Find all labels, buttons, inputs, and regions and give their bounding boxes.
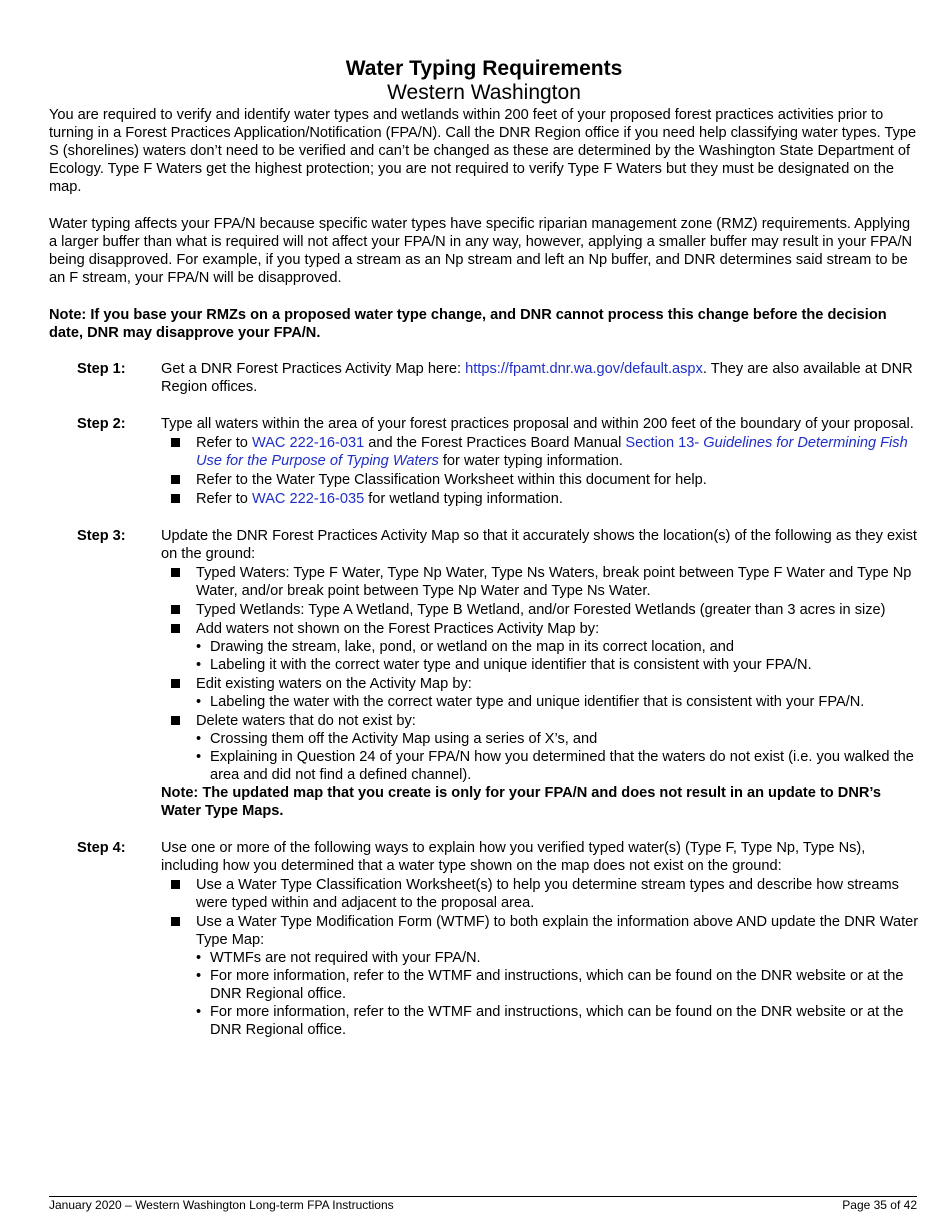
dot-bullet-icon [196, 1003, 210, 1039]
step-4-body [161, 839, 919, 1039]
footer-document-title: January 2020 – Western Washington Long-term FPA Instructions [49, 1198, 394, 1212]
bullet-text: Add waters not shown on the Forest Practices Activity Map by: [196, 621, 600, 637]
bullet-text: Typed Wetlands: Type A Wetland, Type B Wetland, and/or Forested Wetlands (greater than 3 acres in size) [196, 602, 886, 618]
sub-bullet-text: Labeling it with the correct water type and unique identifier that is consistent with your FPA/N. [210, 657, 812, 673]
bullet-text: Delete waters that do not exist by: [196, 713, 416, 729]
step-3-delete-subitems [161, 730, 919, 784]
bullet-text: and the Forest Practices Board Manual [364, 435, 626, 451]
link-text-italic: Guidelines for Determining Fish Use for the Purpose of Typing Waters [196, 435, 908, 469]
step-3-edit-subitems [161, 693, 919, 711]
footer-page-number: Page 35 of 42 [842, 1198, 917, 1212]
bullet-text: Refer to the Water Type Classification Worksheet within this document for help. [196, 472, 707, 488]
dot-bullet-icon [196, 967, 210, 1003]
step-4-wtmf-subitems [161, 949, 919, 1039]
dot-bullet-icon [196, 949, 210, 967]
step-2-bullets [161, 434, 919, 508]
dot-bullet-icon [196, 748, 210, 784]
list-item [161, 490, 919, 508]
list-item [161, 876, 919, 912]
page-footer [49, 1196, 917, 1212]
list-item [161, 675, 919, 693]
link-text: Section 13- [625, 435, 704, 451]
list-item [196, 638, 919, 656]
bullet-text: Refer to [196, 435, 252, 451]
dot-bullet-icon [196, 693, 210, 711]
list-item [196, 693, 919, 711]
list-item [161, 471, 919, 489]
sub-bullet-text: Crossing them off the Activity Map using a series of X’s, and [210, 731, 598, 747]
list-item [161, 620, 919, 638]
step-3-bullets-delete [161, 712, 919, 730]
step-2-label: Step 2: [77, 416, 126, 432]
step-1-label: Step 1: [77, 361, 126, 377]
step-3-bullets-edit [161, 675, 919, 693]
intro-note: Note: If you base your RMZs on a proposed water type change, and DNR cannot process this change before the decision date, DNR may disapprove your FPA/N. [49, 307, 887, 341]
dot-bullet-icon [196, 638, 210, 656]
step-1-text-a: Get a DNR Forest Practices Activity Map here: [161, 361, 466, 377]
step-2-body [161, 415, 919, 508]
sub-bullet-text: Labeling the water with the correct water type and unique identifier that is consistent with your FPA/N. [210, 694, 865, 710]
step-1-text-b: . They are also available at DNR Region offices. [161, 361, 913, 395]
list-item [196, 748, 919, 784]
activity-map-link[interactable]: https://fpamt.dnr.wa.gov/default.aspx [465, 361, 703, 377]
step-3-bullets [161, 564, 919, 638]
step-3-add-subitems [161, 638, 919, 674]
bullet-text: Use a Water Type Modification Form (WTMF) to both explain the information above AND update the DNR Water Type Map: [196, 914, 919, 948]
step-4-bullets [161, 876, 919, 949]
bullet-text: for wetland typing information. [364, 491, 563, 507]
step-4-text: Use one or more of the following ways to explain how you verified typed water(s) (Type F, Type Np, Type Ns), including how you determined that a water type shown on the map does not exist on the ground: [161, 840, 866, 874]
square-bullet-icon [161, 675, 196, 693]
square-bullet-icon [161, 471, 196, 489]
list-item [161, 564, 919, 600]
intro-paragraph-1: You are required to verify and identify water types and wetlands within 200 feet of your proposed forest practices activities prior to turning in a Forest Practices Application/Notification (FPA/N). Call the DNR Region office if you need help classifying water types. Type S (shorelines) waters don’t need to be verified and can’t be changed as these are determined by the Washington State Department of Ecology. Type F Waters get the highest protection; you are not required to verify Type F Waters but they must be designated on the map. [49, 107, 917, 195]
step-3-note: Note: The updated map that you create is only for your FPA/N and does not result in an update to DNR’s Water Type Maps. [161, 785, 882, 819]
square-bullet-icon [161, 913, 196, 949]
dot-bullet-icon [196, 656, 210, 674]
step-2 [49, 415, 919, 508]
step-3-body [161, 527, 919, 820]
list-item [161, 913, 919, 949]
step-3-text: Update the DNR Forest Practices Activity Map so that it accurately shows the location(s) of the following as they exist on the ground: [161, 528, 917, 562]
bullet-text: for water typing information. [438, 453, 623, 469]
sub-bullet-text: Explaining in Question 24 of your FPA/N how you determined that the waters do not exist (i.e. you walked the area and did not find a defined channel). [210, 749, 914, 783]
sub-bullet-text: WTMFs are not required with your FPA/N. [210, 950, 481, 966]
square-bullet-icon [161, 620, 196, 638]
list-item [196, 656, 919, 674]
bullet-text: Refer to [196, 491, 252, 507]
square-bullet-icon [161, 601, 196, 619]
list-item [161, 434, 919, 470]
step-1 [49, 360, 919, 396]
square-bullet-icon [161, 712, 196, 730]
page-subtitle: Western Washington [387, 81, 581, 104]
list-item [196, 730, 919, 748]
bullet-text: Typed Waters: Type F Water, Type Np Water, Type Ns Waters, break point between Type F Water and Type Np Water, and/or break point between Type Np Water and Type Ns Water. [196, 565, 912, 599]
bullet-text: Edit existing waters on the Activity Map by: [196, 676, 472, 692]
list-item [196, 1003, 919, 1039]
square-bullet-icon [161, 434, 196, 470]
square-bullet-icon [161, 876, 196, 912]
step-3 [49, 527, 919, 820]
step-1-body [161, 360, 919, 396]
sub-bullet-text: For more information, refer to the WTMF and instructions, which can be found on the DNR website or at the DNR Regional office. [210, 1004, 904, 1038]
sub-bullet-text: For more information, refer to the WTMF and instructions, which can be found on the DNR website or at the DNR Regional office. [210, 968, 904, 1002]
intro-paragraph-2: Water typing affects your FPA/N because specific water types have specific riparian management zone (RMZ) requirements. Applying a larger buffer than what is required will not affect your FPA/N in any way, however, applying a smaller buffer may result in your FPA/N being disapproved. For example, if you typed a stream as an Np stream and left an Np buffer, and DNR determines said stream to be an F stream, your FPA/N will be disapproved. [49, 216, 913, 286]
wac-035-link[interactable]: WAC 222-16-035 [251, 491, 365, 507]
list-item [161, 601, 919, 619]
page-title: Water Typing Requirements [345, 57, 623, 80]
sub-bullet-text: Drawing the stream, lake, pond, or wetland on the map in its correct location, and [210, 639, 735, 655]
bullet-text: Use a Water Type Classification Worksheet(s) to help you determine stream types and describe how streams were typed within and adjacent to the proposal area. [196, 877, 899, 911]
list-item [196, 949, 919, 967]
square-bullet-icon [161, 490, 196, 508]
step-3-label: Step 3: [77, 528, 126, 544]
step-2-text: Type all waters within the area of your forest practices proposal and within 200 feet of the boundary of your proposal. [161, 416, 914, 432]
step-4-label: Step 4: [77, 840, 126, 856]
list-item [196, 967, 919, 1003]
dot-bullet-icon [196, 730, 210, 748]
document-page [49, 56, 919, 1058]
square-bullet-icon [161, 564, 196, 600]
list-item [161, 712, 919, 730]
wac-031-link[interactable]: WAC 222-16-031 [251, 435, 365, 451]
step-4 [49, 839, 919, 1039]
